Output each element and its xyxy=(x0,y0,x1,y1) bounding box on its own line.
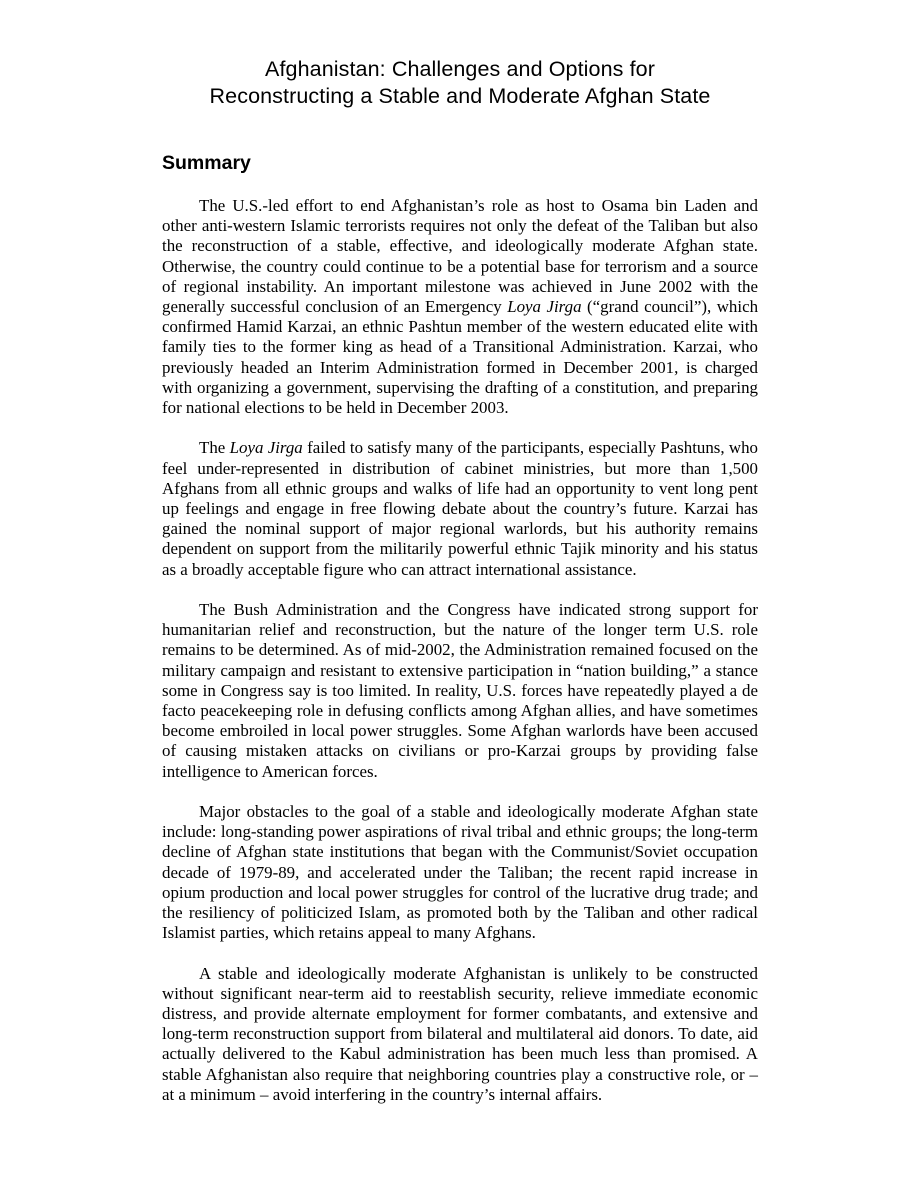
document-title xyxy=(162,56,758,110)
paragraph-1-text-a: The U.S.-led effort to end Afghanistan’s role as host to Osama bin Laden and other anti-western Islamic terrorists requires not only the defeat of the Taliban but also the reconstruction of a stable, effective, and ideologically moderate Afghan state. Otherwise, the country could continue to be a potential base for terrorism and a source of regional instability. An important milestone was achieved in June 2002 with the generally successful conclusion of an Emergency xyxy=(162,196,758,317)
title-line-2: Reconstructing a Stable and Moderate Afghan State xyxy=(209,84,711,108)
document-page xyxy=(162,0,758,1105)
paragraph-2-text-a: The xyxy=(199,438,230,458)
paragraph-1-text-b: (“grand council”), which confirmed Hamid Karzai, an ethnic Pashtun member of the western educated elite with family ties to the former king as head of a Transitional Administration. Karzai, who previously headed an Interim Administration formed in December 2001, is charged with organizing a government, supervising the drafting of a constitution, and preparing for national elections to be held in December 2003. xyxy=(162,297,759,418)
paragraph-2-text-b: failed to satisfy many of the participants, especially Pashtuns, who feel under-represented in distribution of cabinet ministries, but more than 1,500 Afghans from all ethnic groups and walks of life had an opportunity to vent long pent up feelings and engage in free flowing debate about the country’s future. Karzai has gained the nominal support of major regional warlords, but his authority remains dependent on support from the militarily powerful ethnic Tajik minority and his status as a broadly acceptable figure who can attract international assistance. xyxy=(162,438,759,579)
summary-paragraph-3: The Bush Administration and the Congress have indicated strong support for humanitarian relief and reconstruction, but the nature of the longer term U.S. role remains to be determined. As of mid-2002, the Administration remained focused on the military campaign and resistant to extensive participation in “nation building,” a stance some in Congress say is too limited. In reality, U.S. forces have repeatedly played a de facto peacekeeping role in defusing conflicts among Afghan allies, and have sometimes become embroiled in local power struggles. Some Afghan warlords have been accused of causing mistaken attacks on civilians or pro-Karzai groups by providing false intelligence to American forces. xyxy=(162,600,758,781)
summary-paragraph-2 xyxy=(162,438,758,579)
summary-paragraph-4: Major obstacles to the goal of a stable and ideologically moderate Afghan state include: long-standing power aspirations of rival tribal and ethnic groups; the long-term decline of Afghan state institutions that began with the Communist/Soviet occupation decade of 1979-89, and accelerated under the Taliban; the recent rapid increase in opium production and local power struggles for control of the lucrative drug trade; and the resiliency of politicized Islam, as promoted both by the Taliban and other radical Islamist parties, which retains appeal to many Afghans. xyxy=(162,802,758,943)
summary-paragraph-1 xyxy=(162,196,758,418)
paragraph-1-emphasis: Loya Jirga xyxy=(507,297,582,317)
summary-heading: Summary xyxy=(162,152,251,174)
title-line-1: Afghanistan: Challenges and Options for xyxy=(265,57,655,81)
summary-paragraph-5: A stable and ideologically moderate Afghanistan is unlikely to be constructed without significant near-term aid to reestablish security, relieve immediate economic distress, and provide alternate employment for former combatants, and extensive and long-term reconstruction support from bilateral and multilateral aid donors. To date, aid actually delivered to the Kabul administration has been much less than promised. A stable Afghanistan also require that neighboring countries play a constructive role, or – at a minimum – avoid interfering in the country’s internal affairs. xyxy=(162,963,758,1104)
paragraph-2-emphasis: Loya Jirga xyxy=(229,438,303,458)
